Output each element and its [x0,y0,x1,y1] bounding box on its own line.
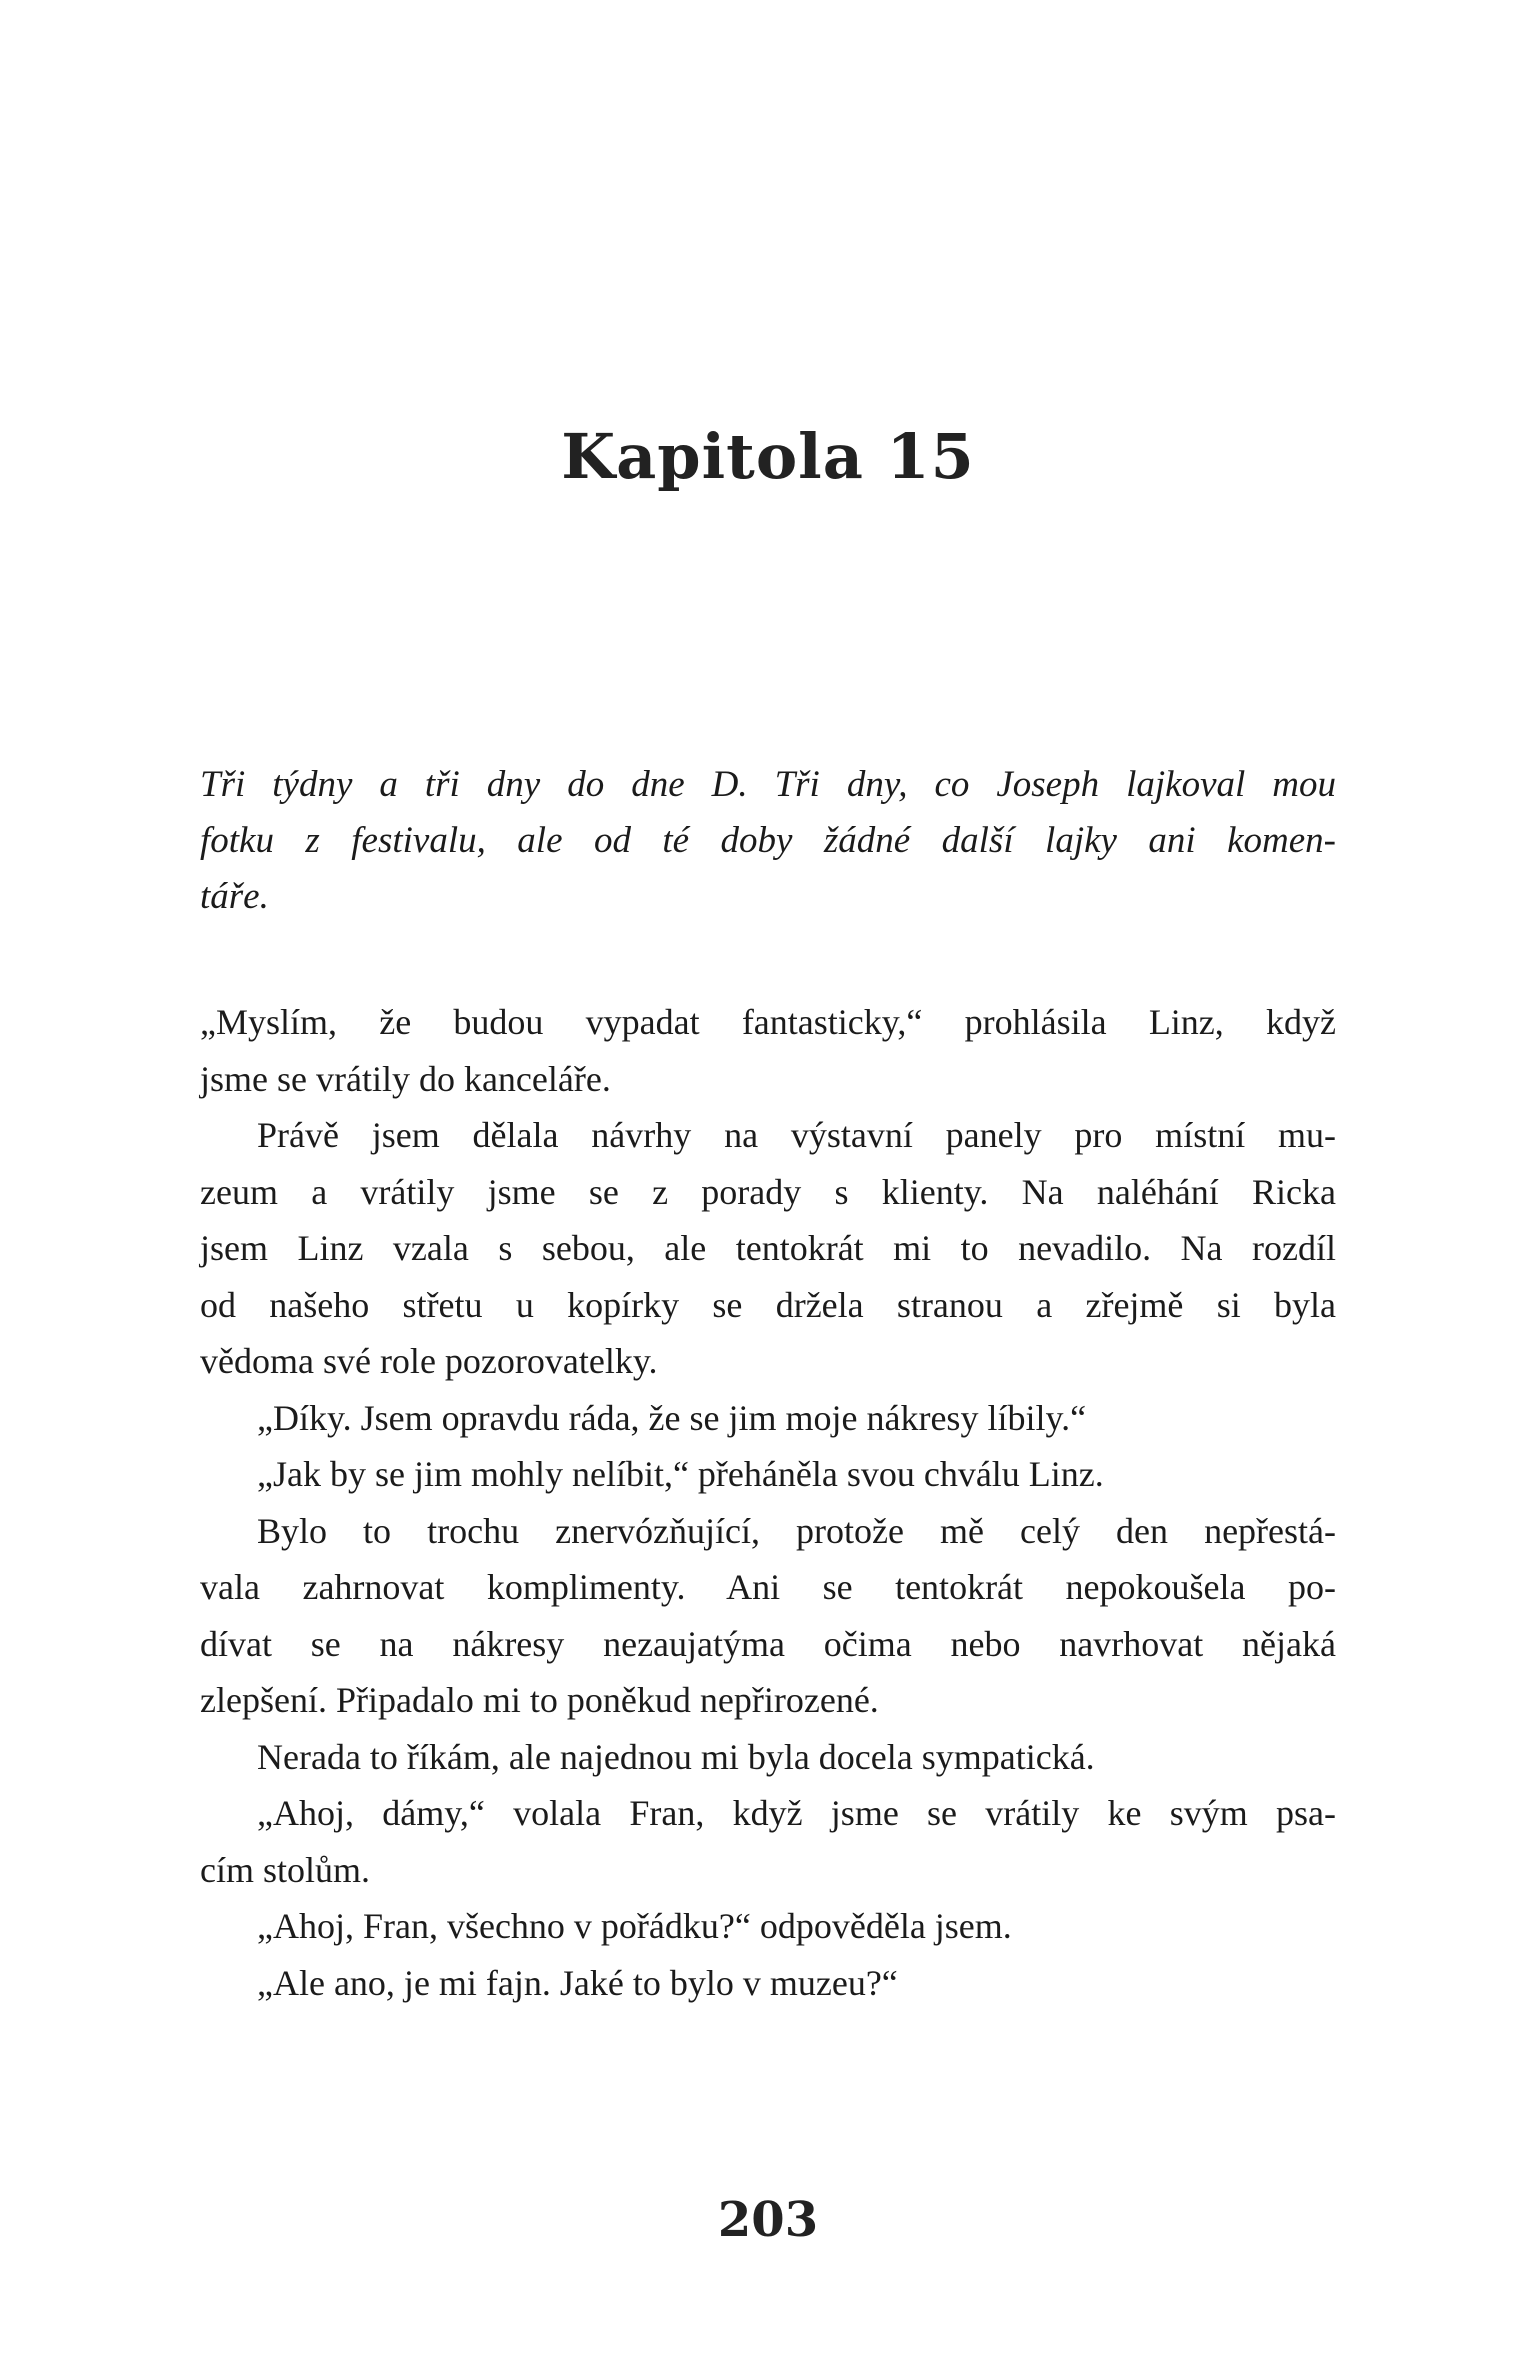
text-line: vědoma své role pozorovatelky. [200,1341,658,1381]
text-line: Tři týdny a tři dny do dne D. Tři dny, co Joseph lajkoval mou [200,764,1336,805]
text-line: Bylo to trochu znervózňující, protože mě celý den nepřestá- [257,1510,1336,1551]
text-line: „Ahoj, Fran, všechno v pořádku?“ odpověděla jsem. [257,1906,1012,1946]
text-line: jsem Linz vzala s sebou, ale tentokrát mi to nevadilo. Na rozdíl [200,1228,1336,1268]
chapter-title: Kapitola 15 [561,419,975,493]
text-line: dívat se na nákresy nezaujatýma očima nebo navrhovat nějaká [200,1623,1336,1664]
text-line: jsme se vrátily do kanceláře. [200,1058,611,1099]
text-line: cím stolům. [200,1849,370,1890]
text-line: „Ale ano, je mi fajn. Jaké to bylo v muzeu?“ [257,1962,898,2003]
text-line: „Jak by se jim mohly nelíbit,“ přeháněla svou chválu Linz. [257,1454,1104,1494]
text-line: zlepšení. Připadalo mi to poněkud nepřirozené. [200,1680,879,1720]
text-line: od našeho střetu u kopírky se držela stranou a zřejmě si byla [200,1284,1336,1325]
text-line: zeum a vrátily jsme se z porady s klienty. Na naléhání Ricka [200,1171,1336,1212]
text-line: „Ahoj, dámy,“ volala Fran, když jsme se vrátily ke svým psa- [257,1793,1336,1833]
text-line: táře. [200,876,269,917]
intro-paragraph [200,757,1336,925]
text-line: Právě jsem dělala návrhy na výstavní panely pro místní mu- [257,1115,1336,1155]
text-line: vala zahrnovat komplimenty. Ani se tentokrát nepokoušela po- [200,1567,1336,1607]
page-number: 203 [717,2192,819,2248]
text-line: Nerada to říkám, ale najednou mi byla docela sympatická. [257,1736,1095,1777]
text-line: fotku z festivalu, ale od té doby žádné další lajky ani komen- [200,820,1336,861]
text-line: „Myslím, že budou vypadat fantasticky,“ prohlásila Linz, když [200,1002,1336,1042]
text-line: „Díky. Jsem opravdu ráda, že se jim moje nákresy líbily.“ [257,1397,1087,1438]
body-text [200,994,1336,2011]
